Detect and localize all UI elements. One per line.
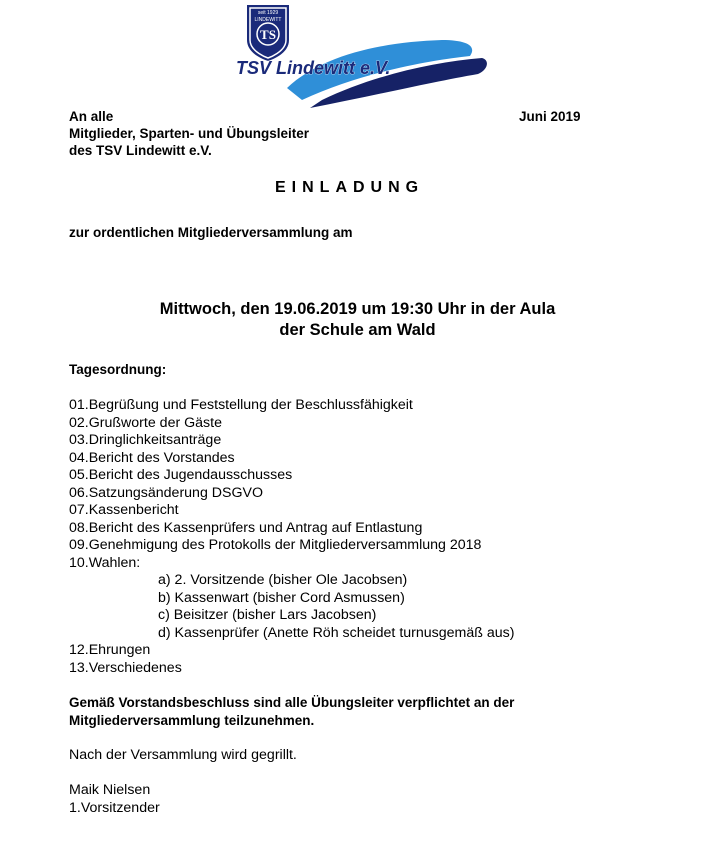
event-line-2: der Schule am Wald — [279, 321, 436, 339]
logo-badge-top: seit 1929 — [257, 10, 279, 16]
notice-line-1: Gemäß Vorstandsbeschluss sind alle Übungsleiter verpflichtet an der — [69, 695, 515, 710]
recipient-line-1: An alle — [69, 109, 114, 124]
election-item: d) Kassenprüfer (Anette Röh scheidet turnusgemäß aus) — [158, 624, 515, 641]
agenda-item: 06.Satzungsänderung DSGVO — [69, 484, 264, 501]
club-logo — [232, 0, 492, 112]
agenda-item: 05.Bericht des Jugendausschusses — [69, 467, 293, 483]
signature-role: 1.Vorsitzender — [69, 800, 160, 816]
grill-note: Nach der Versammlung wird gegrillt. — [69, 747, 297, 763]
logo-badge-mid: LINDEWITT — [254, 17, 282, 23]
logo-badge-letters: TS — [260, 27, 276, 42]
agenda-item: 08.Bericht des Kassenprüfers und Antrag auf Entlastung — [69, 519, 423, 536]
agenda-item: 03.Dringlichkeitsanträge — [69, 432, 222, 448]
agenda-item: 02.Grußworte der Gäste — [69, 414, 222, 431]
agenda-item: 07.Kassenbericht — [69, 502, 179, 518]
agenda-item: 04.Bericht des Vorstandes — [69, 449, 235, 466]
agenda-heading: Tagesordnung: — [69, 362, 167, 377]
agenda-item: 01.Begrüßung und Feststellung der Beschlussfähigkeit — [69, 397, 413, 413]
agenda-item: 12.Ehrungen — [69, 642, 151, 658]
agenda-item: 09.Genehmigung des Protokolls der Mitgliederversammlung 2018 — [69, 537, 482, 553]
document-title: EINLADUNG — [275, 179, 425, 196]
logo-wordmark: TSV Lindewitt e.V. — [236, 58, 391, 78]
agenda-item: 10.Wahlen: — [69, 554, 141, 571]
recipient-line-2: Mitglieder, Sparten- und Übungsleiter — [69, 126, 310, 141]
election-item: b) Kassenwart (bisher Cord Asmussen) — [158, 589, 405, 606]
signature-name: Maik Nielsen — [69, 782, 151, 798]
intro-text: zur ordentlichen Mitgliederversammlung am — [69, 225, 353, 240]
notice-line-2: Mitgliederversammlung teilzunehmen. — [69, 713, 315, 728]
letter-date: Juni 2019 — [519, 109, 581, 124]
recipient-line-3: des TSV Lindewitt e.V. — [69, 143, 212, 158]
election-item: c) Beisitzer (bisher Lars Jacobsen) — [158, 607, 377, 623]
event-line-1: Mittwoch, den 19.06.2019 um 19:30 Uhr in der Aula — [159, 300, 556, 318]
agenda-item: 13.Verschiedenes — [69, 659, 182, 676]
election-item: a) 2. Vorsitzende (bisher Ole Jacobsen) — [158, 572, 408, 588]
